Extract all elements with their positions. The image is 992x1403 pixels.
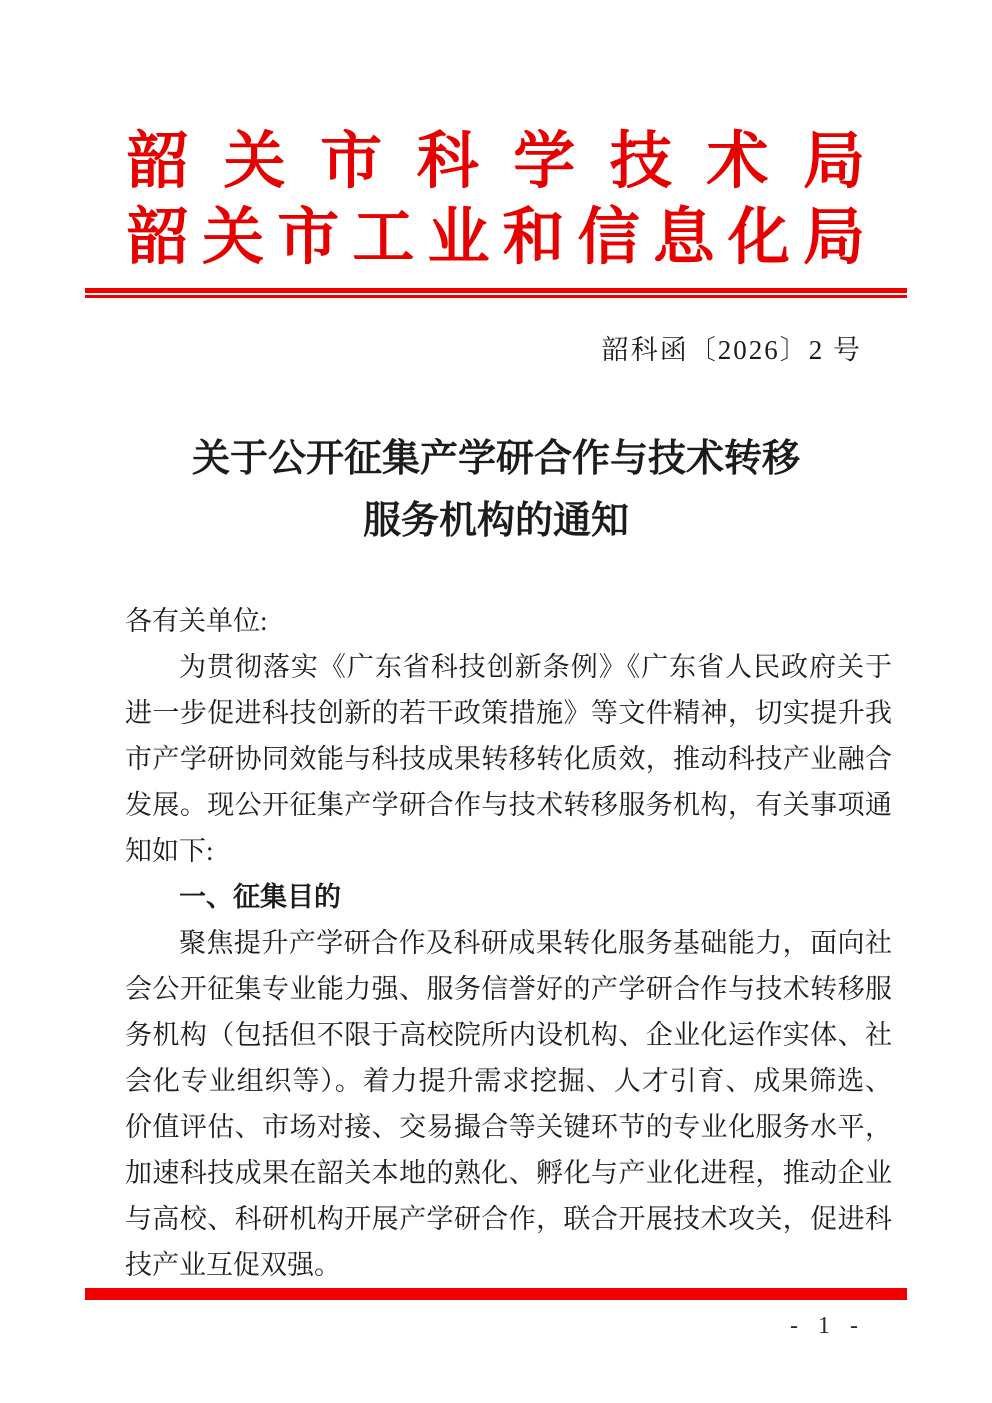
paragraph-intro: 为贯彻落实《广东省科技创新条例》《广东省人民政府关于进一步促进科技创新的若干政策措施》等文件精神，切实提升我市产学研协同效能与科技成果转移转化质效，推动科技产业融合发展。现公开征集产学研合作与技术转移服务机构，有关事项通知如下: [125,652,892,866]
document-number: 韶科函〔2026〕2 号 [601,335,862,365]
document-body [85,598,907,1288]
letterhead [127,124,865,276]
title-line-1: 关于公开征集产学研合作与技术转移 [191,438,800,480]
salutation: 各有关单位: [125,606,268,636]
org-name-line-2: 韶 关 市 工 业 和 信 息 化 局 [127,204,865,272]
org-name-line-1: 韶 关 市 科 学 技 术 局 [127,128,865,196]
title-line-2: 服务机构的通知 [362,500,629,542]
document-title [85,428,907,552]
document-content [0,124,992,1342]
paragraph-purpose-detail: 聚焦提升产学研合作及科研成果转化服务基础能力，面向社会公开征集专业能力强、服务信誉好的产学研合作与技术转移服务机构（包括但不限于高校院所内设机构、企业化运作实体、社会化专业组织等）。着力提升需求挖掘、人才引育、成果筛选、价值评估、市场对接、交易撮合等关键环节的专业化服务水平，加速科技成果在韶关本地的熟化、孵化与产业化进程，推动企业与高校、科研机构开展产学研合作，联合开展技术攻关，促进科技产业互促双强。 [125,928,892,1280]
footer-rule [85,1288,907,1300]
section-heading-collection-purpose: 一、征集目的 [179,882,341,912]
header-divider-rule [85,288,907,298]
page-number: - 1 - [790,1313,865,1339]
